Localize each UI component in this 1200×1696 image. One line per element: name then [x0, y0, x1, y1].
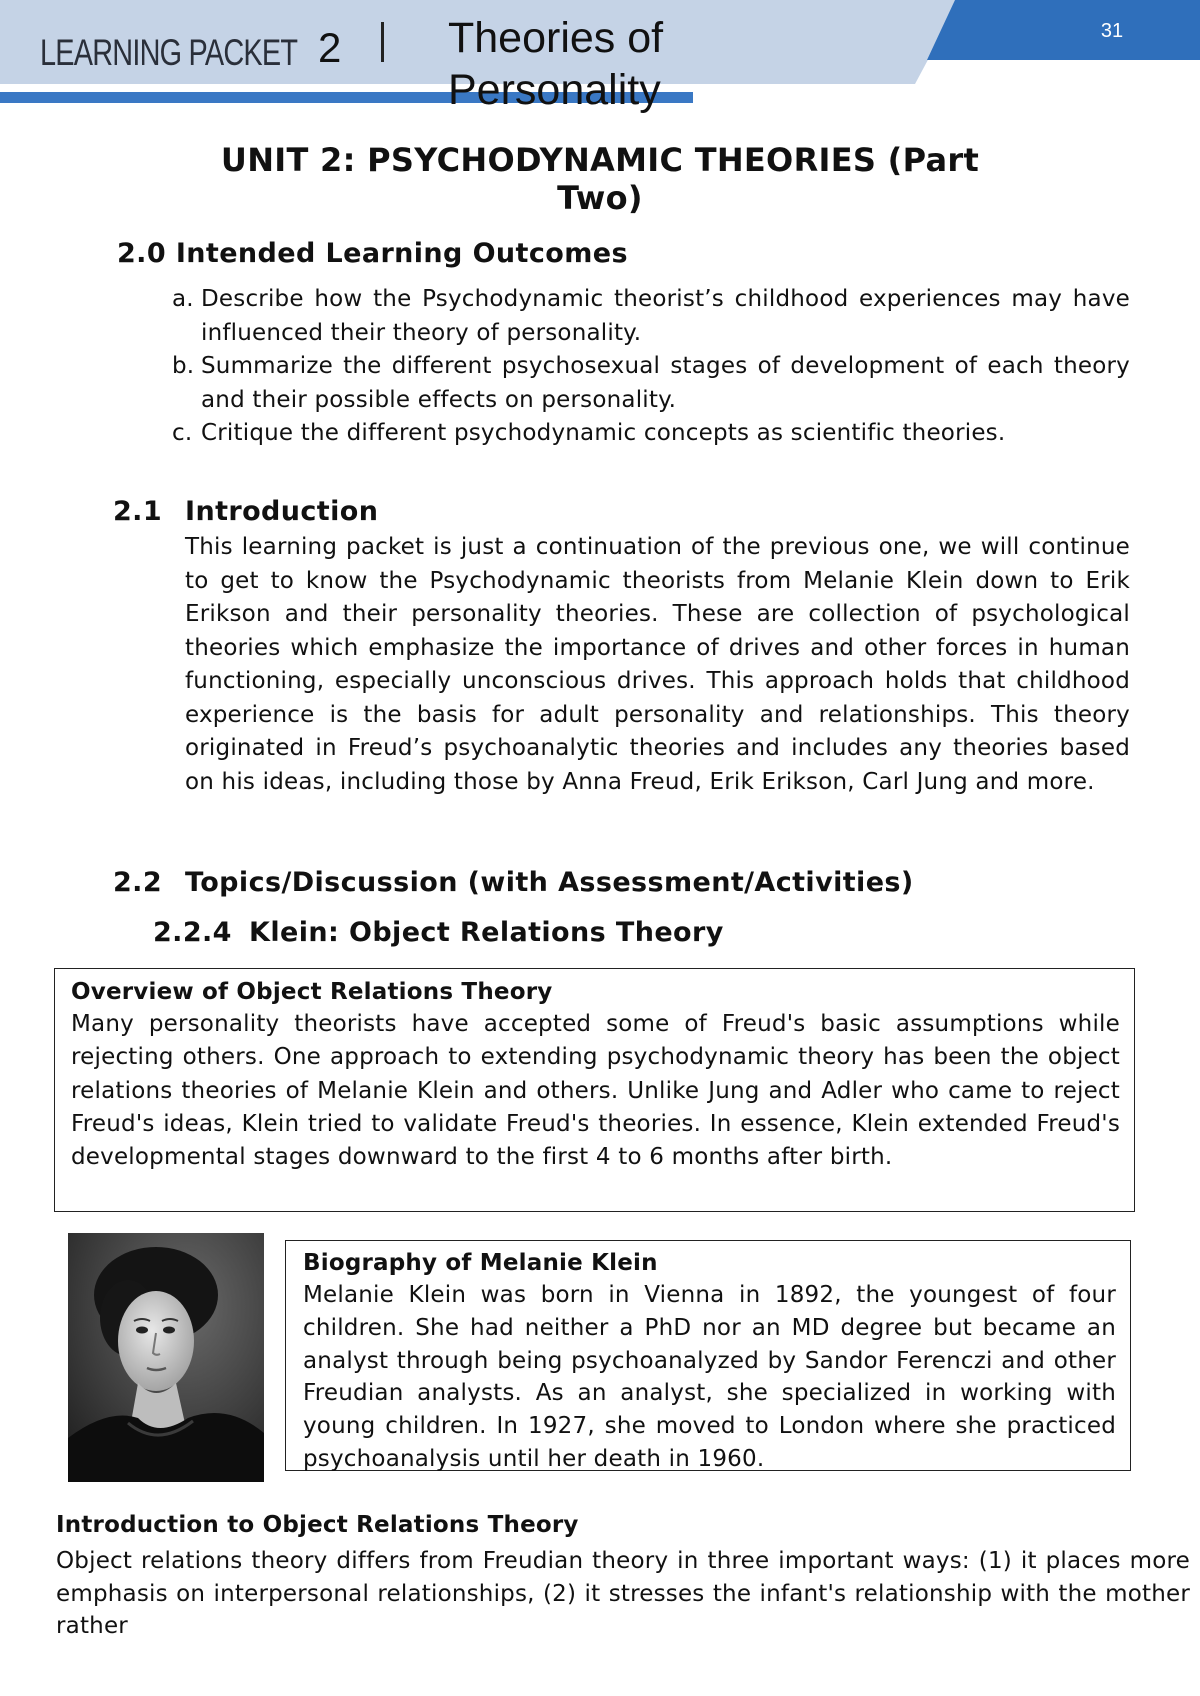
overview-heading: Overview of Object Relations Theory [71, 979, 553, 1005]
biography-heading: Biography of Melanie Klein [303, 1250, 658, 1276]
subtopic-heading: Klein: Object Relations Theory [249, 917, 724, 948]
topics-heading: Topics/Discussion (with Assessment/Activities) [185, 867, 914, 898]
outcomes-list [170, 283, 1130, 451]
header-brand: LEARNING PACKET [40, 32, 298, 73]
portrait-image [68, 1233, 264, 1482]
outcomes-heading: 2.0 Intended Learning Outcomes [117, 238, 628, 269]
outcome-marker: a. [172, 286, 194, 312]
object-relations-intro-heading: Introduction to Object Relations Theory [56, 1512, 579, 1538]
outcome-text: Critique the different psychodynamic concepts as scientific theories. [201, 420, 1006, 446]
melanie-klein-portrait [68, 1233, 264, 1482]
outcome-item [170, 283, 1130, 350]
unit-title: UNIT 2: PSYCHODYNAMIC THEORIES (Part Two) [220, 141, 980, 217]
header-title-container [448, 12, 698, 114]
outcome-text: Summarize the different psychosexual stages of development of each theory and their possible effects on personality. [201, 353, 1130, 413]
subtopic-number: 2.2.4 [153, 917, 232, 948]
introduction-number: 2.1 [113, 496, 163, 527]
outcome-text: Describe how the Psychodynamic theorist’s childhood experiences may have influenced their theory of personality. [201, 286, 1130, 346]
overview-box [54, 968, 1135, 1212]
overview-text: Many personality theorists have accepted some of Freud's basic assumptions while rejecting others. One approach to extending psychodynamic theory has been the object relations theories of Melanie Klein and others. Unlike Jung and Adler who came to reject Freud's ideas, Klein tried to validate Freud's theories. In essence, Klein extended Freud's developmental stages downward to the first 4 to 6 months after birth. [71, 1011, 1120, 1171]
introduction-heading-row [113, 496, 378, 527]
topics-number: 2.2 [113, 867, 163, 898]
header-packet-number: 2 [318, 24, 342, 71]
topics-heading-row [113, 867, 914, 898]
introduction-heading: Introduction [185, 496, 379, 527]
outcome-marker: b. [172, 353, 195, 379]
object-relations-intro-text: Object relations theory differs from Freudian theory in three important ways: (1) it places more emphasis on interpersonal relationships, (2) it stresses the infant's relationship with the mother rather [56, 1548, 1190, 1639]
page-number: 31 [1100, 20, 1124, 42]
header-divider [381, 22, 384, 62]
subtopic-heading-row [153, 917, 724, 948]
outcome-item [170, 417, 1130, 451]
introduction-text: This learning packet is just a continuation of the previous one, we will continue to get to know the Psychodynamic theorists from Melanie Klein down to Erik Erikson and their personality theories. These are collection of psychological theories which emphasize the importance of drives and other forces in human functioning, especially unconscious drives. This approach holds that childhood experience is the basis for adult personality and relationships. This theory originated in Freud’s psychoanalytic theories and includes any theories based on his ideas, including those by Anna Freud, Erik Erikson, Carl Jung and more. [185, 534, 1130, 795]
outcome-marker: c. [172, 420, 193, 446]
biography-box [285, 1240, 1131, 1471]
header-title: Theories of Personality [448, 14, 664, 114]
outcome-item [170, 350, 1130, 417]
biography-text: Melanie Klein was born in Vienna in 1892, the youngest of four children. She had neither a PhD nor an MD degree but became an analyst through being psychoanalyzed by Sandor Ferenczi and other Freudian analysts. As an analyst, she specialized in working with young children. In 1927, she moved to London where she practiced psychoanalysis until her death in 1960. [303, 1282, 1116, 1472]
